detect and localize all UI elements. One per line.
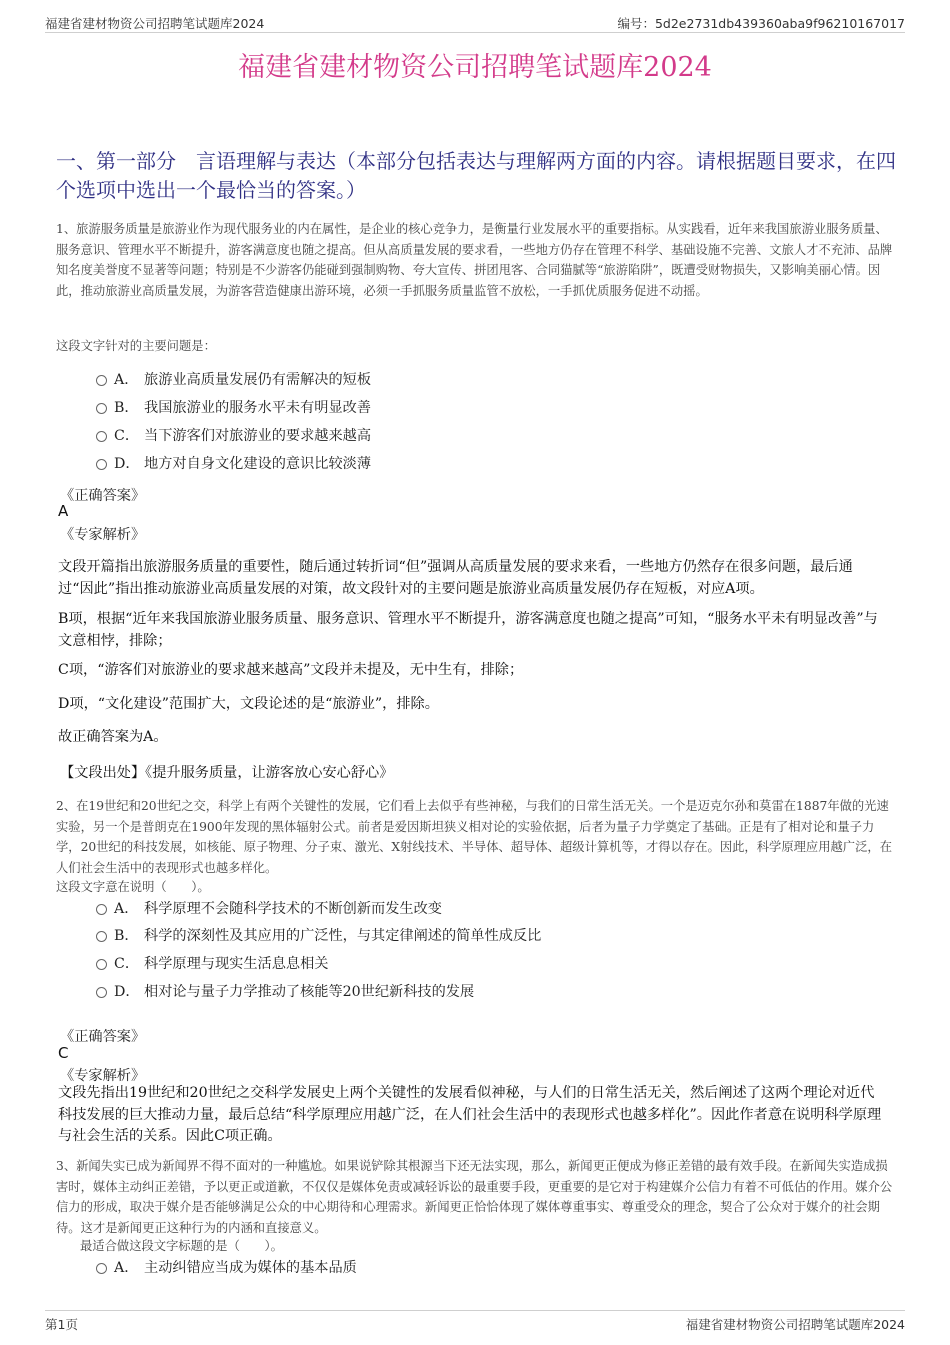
- q2-option-d[interactable]: D． 相对论与量子力学推动了核能等20世纪新科技的发展: [96, 982, 474, 1002]
- q2-answer: C: [58, 1044, 69, 1062]
- q1-analysis-para: 文段开篇指出旅游服务质量的重要性，随后通过转折词“但”强调从高质量发展的要求来看，一些地方仍然存在很多问题，最后通过“因此”指出推动旅游业高质量发展的对策，故文段针对的主要问题是旅游业高质量发展仍存在短板，对应A项。: [58, 559, 853, 597]
- q2-analysis: 文段先指出19世纪和20世纪之交科学发展史上两个关键性的发展看似神秘，与人们的日常生活无关，然后阐述了这两个理论对近代科技发展的巨大推动力量，最后总结“科学原理应用越广泛，在人们社会生活中的表现形式也越多样化”。因此作者意在说明科学原理与社会生活的关系。因此C项正确。: [58, 1085, 882, 1144]
- radio-icon[interactable]: [96, 904, 107, 915]
- q2-answer-label: 《正确答案》: [60, 1029, 146, 1045]
- q2-option-a[interactable]: A． 科学原理不会随科学技术的不断创新而发生改变: [96, 899, 442, 919]
- q1-analysis-para: B项，根据“近年来我国旅游业服务质量、服务意识、管理水平不断提升，游客满意度也随之提高”可知，“服务水平未有明显改善”与文意相悖，排除；: [58, 611, 878, 649]
- q1-analysis-para: 故正确答案为A。: [58, 729, 168, 745]
- q1-source: 【文段出处】《提升服务质量，让游客放心安心舒心》: [60, 765, 394, 781]
- page-header: [45, 14, 905, 33]
- q3-question: 最适合做这段文字标题的是（ ）。: [80, 1239, 283, 1253]
- q2-option-c[interactable]: C． 科学原理与现实生活息息相关: [96, 954, 328, 974]
- q1-option-d[interactable]: D． 地方对自身文化建设的意识比较淡薄: [96, 454, 371, 474]
- q1-option-a[interactable]: A． 旅游业高质量发展仍有需解决的短板: [96, 370, 371, 390]
- q1-option-c[interactable]: C． 当下游客们对旅游业的要求越来越高: [96, 426, 371, 446]
- section-heading: 一、第一部分 言语理解与表达（本部分包括表达与理解两方面的内容。请根据题目要求，在四个选项中选出一个最恰当的答案。）: [56, 149, 896, 202]
- q1-passage: 1、旅游服务质量是旅游业作为现代服务业的内在属性，是企业的核心竞争力，是衡量行业发展水平的重要指标。从实践看，近年来我国旅游业服务质量、服务意识、管理水平不断提升，游客满意度也随之提高。但从高质量发展的要求看，一些地方仍存在管理不科学、基础设施不完善、文旅人才不充沛、品牌知名度美誉度不显著等问题；特别是不少游客仍能碰到强制购物、夸大宣传、拼团甩客、合同猫腻等“旅游陷阱”，既遭受财物损失，又影响美丽心情。因此，推动旅游业高质量发展，为游客营造健康出游环境，必须一手抓服务质量监管不放松，一手抓优质服务促进不动摇。: [56, 222, 893, 298]
- page-footer: [45, 1310, 905, 1332]
- q2-option-b[interactable]: B． 科学的深刻性及其应用的广泛性，与其定律阐述的简单性成反比: [96, 926, 541, 946]
- page-number: 第1页: [45, 1317, 78, 1332]
- q1-answer: A: [58, 502, 69, 520]
- q1-question: 这段文字针对的主要问题是：: [56, 339, 216, 353]
- document-id: 编号：5d2e2731db439360aba9f96210167017: [617, 16, 905, 31]
- radio-icon[interactable]: [96, 459, 107, 470]
- q2-analysis-label: 《专家解析》: [60, 1068, 146, 1084]
- radio-icon[interactable]: [96, 1263, 107, 1274]
- q3-option-a[interactable]: A． 主动纠错应当成为媒体的基本品质: [96, 1258, 357, 1278]
- radio-icon[interactable]: [96, 931, 107, 942]
- radio-icon[interactable]: [96, 375, 107, 386]
- radio-icon[interactable]: [96, 987, 107, 998]
- footer-title: 福建省建材物资公司招聘笔试题库2024: [685, 1317, 905, 1332]
- q3-passage: 3、新闻失实已成为新闻界不得不面对的一种尴尬。如果说铲除其根源当下还无法实现，那么，新闻更正便成为修正差错的最有效手段。在新闻失实造成损害时，媒体主动纠正差错，予以更正或道歉，不仅仅是媒体免责或减轻诉讼的最重要手段，更重要的是它对于构建媒介公信力有着不可低估的作用。媒介公信力的形成，取决于媒介是否能够满足公众的中心期待和心理需求。新闻更正恰恰体现了媒体尊重事实、尊重受众的理念，契合了公众对于媒介的社会期待。这才是新闻更正这种行为的内涵和直接意义。: [56, 1159, 893, 1235]
- q1-option-b[interactable]: B． 我国旅游业的服务水平未有明显改善: [96, 398, 371, 418]
- radio-icon[interactable]: [96, 959, 107, 970]
- document-title: 福建省建材物资公司招聘笔试题库2024: [238, 52, 712, 83]
- q2-question: 这段文字意在说明（ ）。: [56, 880, 210, 894]
- q1-analysis-label: 《专家解析》: [60, 527, 146, 543]
- radio-icon[interactable]: [96, 403, 107, 414]
- header-left-text: 福建省建材物资公司招聘笔试题库2024: [45, 16, 265, 31]
- radio-icon[interactable]: [96, 431, 107, 442]
- q1-analysis-para: C项，“游客们对旅游业的要求越来越高”文段并未提及，无中生有，排除；: [58, 662, 524, 678]
- q1-analysis-para: D项，“文化建设”范围扩大，文段论述的是“旅游业”，排除。: [58, 696, 439, 712]
- q1-answer-label: 《正确答案》: [60, 488, 146, 504]
- q2-passage: 2、在19世纪和20世纪之交，科学上有两个关键性的发展，它们看上去似乎有些神秘，与我们的日常生活无关。一个是迈克尔孙和莫雷在1887年做的光速实验，另一个是普朗克在1900年发现的黑体辐射公式。前者是爱因斯坦狭义相对论的实验依据，后者为量子力学奠定了基础。正是有了相对论和量子力学，20世纪的科技发展，如核能、原子物理、分子束、激光、X射线技术、半导体、超导体、超级计算机等，才得以存在。因此，科学原理应用越广泛，在人们社会生活中的表现形式也越多样化。: [56, 799, 892, 875]
